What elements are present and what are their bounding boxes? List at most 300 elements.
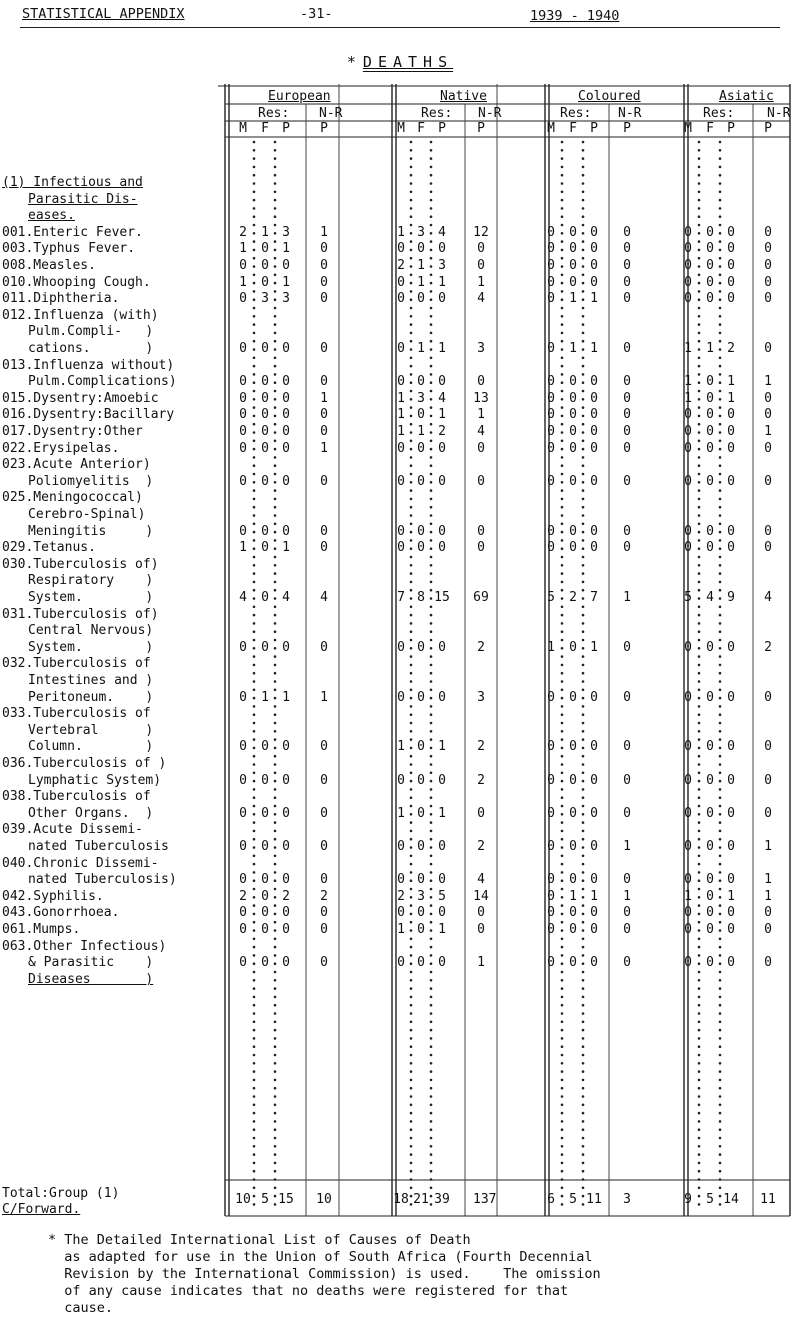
separator-dot (561, 938, 564, 941)
separator-dot (430, 1087, 433, 1090)
subheader-native-nr: N-R (478, 106, 502, 121)
separator-dot (698, 1054, 701, 1057)
cell-value: 0 (590, 922, 598, 937)
separator-dot (274, 547, 277, 550)
cell-value: 0 (764, 341, 772, 356)
separator-dot (430, 523, 433, 526)
separator-dot (410, 315, 413, 318)
group-header-coloured: Coloured (578, 89, 641, 104)
separator-dot (561, 556, 564, 559)
cell-value: 0 (477, 473, 485, 489)
separator-dot (561, 1004, 564, 1007)
separator-dot (253, 290, 256, 293)
cell-value: 1 (438, 341, 446, 356)
separator-dot (561, 1021, 564, 1024)
cell-value: 3 (417, 224, 425, 240)
separator-dot (274, 1054, 277, 1057)
separator-dot (561, 381, 564, 384)
separator-dot (561, 323, 564, 326)
separator-dot (274, 348, 277, 351)
cause-label: Diseases ) (28, 971, 154, 987)
separator-dot (719, 1170, 722, 1173)
separator-dot (253, 481, 256, 484)
separator-dot (561, 390, 564, 393)
separator-dot (561, 166, 564, 169)
separator-dot (561, 713, 564, 716)
cell-value: 0 (547, 805, 555, 821)
separator-dot (561, 1137, 564, 1140)
separator-dot (582, 630, 585, 633)
cell-value: 0 (764, 739, 772, 755)
separator-dot (698, 888, 701, 891)
separator-dot (582, 796, 585, 799)
separator-dot (561, 1128, 564, 1131)
separator-dot (561, 697, 564, 700)
separator-dot (719, 929, 722, 932)
separator-dot (582, 971, 585, 974)
separator-dot (274, 456, 277, 459)
total-value: 39 (434, 1192, 450, 1207)
cell-value: 0 (239, 440, 247, 456)
separator-dot (410, 1087, 413, 1090)
separator-dot (719, 415, 722, 418)
separator-dot (582, 772, 585, 775)
cell-value: 0 (261, 739, 269, 755)
separator-dot (561, 298, 564, 301)
separator-dot (561, 232, 564, 235)
separator-dot (561, 863, 564, 866)
separator-dot (430, 1145, 433, 1148)
cell-value: 0 (417, 839, 425, 854)
separator-dot (561, 1187, 564, 1190)
separator-dot (410, 962, 413, 965)
separator-dot (253, 971, 256, 974)
separator-dot (719, 390, 722, 393)
cell-value: 0 (320, 540, 328, 556)
separator-dot (410, 323, 413, 326)
separator-dot (253, 1062, 256, 1065)
separator-dot (561, 1170, 564, 1173)
total-value: 9 (684, 1192, 692, 1207)
separator-dot (410, 473, 413, 476)
cell-value: 0 (623, 241, 631, 257)
separator-dot (582, 473, 585, 476)
separator-dot (698, 689, 701, 692)
separator-dot (582, 215, 585, 218)
column-header-5: F (417, 121, 425, 136)
separator-dot (582, 481, 585, 484)
separator-dot (430, 996, 433, 999)
cause-label: 013.Influenza without) (2, 357, 175, 373)
separator-dot (698, 962, 701, 965)
separator-dot (410, 655, 413, 658)
separator-dot (561, 705, 564, 708)
separator-dot (719, 423, 722, 426)
separator-dot (698, 489, 701, 492)
separator-dot (430, 672, 433, 675)
footnote (48, 1232, 778, 1317)
separator-dot (430, 1029, 433, 1032)
separator-dot (561, 357, 564, 360)
column-header-9: F (569, 121, 577, 136)
separator-dot (430, 1054, 433, 1057)
separator-dot (698, 1195, 701, 1198)
subheader-asiatic-res: Res: (703, 106, 735, 121)
separator-dot (410, 556, 413, 559)
cell-value: 0 (764, 407, 772, 423)
cell-value: 0 (417, 374, 425, 390)
separator-dot (274, 738, 277, 741)
separator-dot (698, 282, 701, 285)
separator-dot (430, 556, 433, 559)
separator-dot (253, 564, 256, 567)
cell-value: 1 (239, 540, 247, 556)
separator-dot (698, 1145, 701, 1148)
total-value: 3 (623, 1192, 631, 1207)
cell-value: 2 (764, 639, 772, 655)
separator-dot (719, 348, 722, 351)
separator-dot (698, 539, 701, 542)
separator-dot (582, 506, 585, 509)
separator-dot (430, 1095, 433, 1098)
separator-dot (582, 191, 585, 194)
cell-value: 0 (706, 424, 714, 439)
separator-dot (719, 680, 722, 683)
page-header (0, 0, 800, 30)
separator-dot (561, 406, 564, 409)
cell-value: 0 (569, 241, 577, 257)
separator-dot (719, 647, 722, 650)
separator-dot (253, 871, 256, 874)
separator-dot (253, 191, 256, 194)
separator-dot (719, 1145, 722, 1148)
separator-dot (698, 199, 701, 202)
cell-value: 1 (320, 390, 328, 406)
cell-value: 4 (438, 390, 446, 406)
cell-value: 0 (261, 440, 269, 456)
separator-dot (410, 913, 413, 916)
cell-value: 0 (261, 839, 269, 854)
cell-value: 12 (473, 224, 489, 240)
cell-value: 0 (417, 473, 425, 489)
cell-value: 0 (320, 872, 328, 888)
separator-dot (410, 1045, 413, 1048)
separator-dot (253, 224, 256, 227)
cell-value: 0 (727, 258, 735, 273)
cell-value: 1 (764, 888, 772, 904)
cell-value: 0 (438, 772, 446, 788)
separator-dot (561, 888, 564, 891)
cell-value: 0 (623, 473, 631, 489)
cell-value: 0 (282, 258, 290, 273)
cell-value: 0 (727, 540, 735, 556)
separator-dot (561, 456, 564, 459)
cell-value: 0 (477, 258, 485, 273)
separator-dot (582, 157, 585, 160)
cell-value: 3 (477, 341, 485, 356)
separator-dot (430, 406, 433, 409)
separator-dot (410, 888, 413, 891)
column-header-8: M (547, 121, 555, 136)
cell-value: 0 (282, 407, 290, 423)
separator-dot (253, 672, 256, 675)
separator-dot (253, 1137, 256, 1140)
cell-value: 0 (282, 424, 290, 439)
separator-dot (719, 207, 722, 210)
separator-dot (698, 1203, 701, 1206)
separator-dot (582, 381, 585, 384)
cell-value: 0 (282, 922, 290, 937)
separator-dot (582, 614, 585, 617)
separator-dot (410, 589, 413, 592)
separator-dot (410, 597, 413, 600)
separator-dot (698, 821, 701, 824)
cell-value: 0 (397, 374, 405, 390)
separator-dot (253, 298, 256, 301)
separator-dot (274, 1062, 277, 1065)
separator-dot (719, 1021, 722, 1024)
total-value: 5 (706, 1192, 714, 1207)
separator-dot (582, 1104, 585, 1107)
cell-value: 0 (727, 291, 735, 307)
separator-dot (698, 913, 701, 916)
separator-dot (253, 1178, 256, 1181)
separator-dot (253, 531, 256, 534)
cell-value: 0 (261, 639, 269, 655)
separator-dot (430, 456, 433, 459)
separator-dot (719, 564, 722, 567)
separator-dot (561, 1054, 564, 1057)
cell-value: 0 (239, 739, 247, 755)
separator-dot (561, 1087, 564, 1090)
separator-dot (430, 1128, 433, 1131)
separator-dot (274, 506, 277, 509)
separator-dot (274, 1012, 277, 1015)
cell-value: 0 (261, 805, 269, 821)
cell-value: 0 (684, 805, 692, 821)
separator-dot (430, 199, 433, 202)
separator-dot (430, 647, 433, 650)
separator-dot (582, 1120, 585, 1123)
separator-dot (561, 871, 564, 874)
separator-dot (561, 929, 564, 932)
separator-dot (719, 141, 722, 144)
cell-value: 0 (261, 473, 269, 489)
cell-value: 1 (569, 888, 577, 904)
cell-value: 0 (623, 639, 631, 655)
cell-value: 0 (239, 905, 247, 921)
separator-dot (582, 1187, 585, 1190)
cell-value: 1 (764, 374, 772, 390)
separator-dot (430, 830, 433, 833)
cell-value: 0 (261, 905, 269, 921)
separator-dot (719, 282, 722, 285)
separator-dot (253, 1037, 256, 1040)
separator-dot (719, 464, 722, 467)
separator-dot (253, 1128, 256, 1131)
cell-value: 0 (727, 839, 735, 854)
separator-dot (582, 996, 585, 999)
cell-value: 0 (623, 224, 631, 240)
separator-dot (561, 689, 564, 692)
separator-dot (719, 381, 722, 384)
cell-value: 0 (320, 341, 328, 356)
separator-dot (253, 157, 256, 160)
separator-dot (274, 606, 277, 609)
separator-dot (410, 1029, 413, 1032)
separator-dot (410, 921, 413, 924)
separator-dot (274, 879, 277, 882)
separator-dot (410, 1195, 413, 1198)
separator-dot (253, 772, 256, 775)
separator-dot (561, 340, 564, 343)
separator-dot (253, 1012, 256, 1015)
separator-dot (719, 340, 722, 343)
separator-dot (698, 755, 701, 758)
appendix-title: STATISTICAL APPENDIX (22, 6, 185, 22)
cell-value: 0 (438, 639, 446, 655)
separator-dot (274, 813, 277, 816)
separator-dot (253, 556, 256, 559)
separator-dot (430, 788, 433, 791)
separator-dot (274, 954, 277, 957)
separator-dot (410, 240, 413, 243)
separator-dot (719, 614, 722, 617)
cell-value: 0 (397, 905, 405, 921)
separator-dot (430, 1203, 433, 1206)
cell-value: 0 (706, 258, 714, 273)
separator-dot (561, 365, 564, 368)
separator-dot (253, 440, 256, 443)
separator-dot (253, 929, 256, 932)
separator-dot (719, 1195, 722, 1198)
separator-dot (582, 597, 585, 600)
separator-dot (410, 946, 413, 949)
separator-dot (719, 755, 722, 758)
cell-value: 1 (320, 440, 328, 456)
separator-dot (274, 871, 277, 874)
separator-dot (561, 879, 564, 882)
cell-value: 0 (569, 540, 577, 556)
separator-dot (561, 332, 564, 335)
separator-dot (582, 340, 585, 343)
separator-dot (430, 896, 433, 899)
separator-dot (561, 423, 564, 426)
separator-dot (582, 307, 585, 310)
separator-dot (253, 506, 256, 509)
separator-dot (253, 1195, 256, 1198)
separator-dot (719, 1070, 722, 1073)
separator-dot (430, 332, 433, 335)
separator-dot (582, 913, 585, 916)
separator-dot (719, 705, 722, 708)
separator-dot (253, 257, 256, 260)
separator-dot (698, 257, 701, 260)
separator-dot (253, 390, 256, 393)
cell-value: 2 (727, 341, 735, 356)
separator-dot (430, 1120, 433, 1123)
cell-value: 0 (590, 739, 598, 755)
separator-dot (698, 606, 701, 609)
separator-dot (274, 1095, 277, 1098)
separator-dot (253, 747, 256, 750)
separator-dot (582, 821, 585, 824)
separator-dot (274, 763, 277, 766)
cell-value: 0 (547, 390, 555, 406)
separator-dot (719, 298, 722, 301)
separator-dot (582, 390, 585, 393)
footnote-marker: * (346, 53, 357, 71)
separator-dot (698, 838, 701, 841)
cell-value: 0 (684, 241, 692, 257)
cell-value: 1 (477, 407, 485, 423)
separator-dot (719, 589, 722, 592)
separator-dot (561, 464, 564, 467)
separator-dot (253, 249, 256, 252)
separator-dot (253, 348, 256, 351)
cause-label: nated Tuberculosis (28, 839, 169, 854)
separator-dot (410, 464, 413, 467)
separator-dot (719, 224, 722, 227)
cell-value: 0 (590, 872, 598, 888)
cell-value: 1 (684, 888, 692, 904)
separator-dot (253, 398, 256, 401)
separator-dot (582, 498, 585, 501)
carried-forward-label: C/Forward. (2, 1202, 81, 1217)
cell-value: 1 (590, 888, 598, 904)
separator-dot (274, 274, 277, 277)
cell-value: 0 (590, 905, 598, 921)
cell-value: 69 (473, 590, 489, 605)
separator-dot (582, 1054, 585, 1057)
cell-value: 1 (397, 805, 405, 821)
separator-dot (561, 722, 564, 725)
separator-dot (698, 415, 701, 418)
separator-dot (410, 456, 413, 459)
cell-value: 0 (764, 258, 772, 273)
group-header-european: European (268, 89, 331, 104)
separator-dot (430, 1012, 433, 1015)
separator-dot (274, 1128, 277, 1131)
separator-dot (561, 1120, 564, 1123)
column-header-7: P (477, 121, 485, 136)
separator-dot (410, 1128, 413, 1131)
separator-dot (561, 290, 564, 293)
separator-dot (719, 581, 722, 584)
cell-value: 0 (569, 424, 577, 439)
cell-value: 0 (261, 888, 269, 904)
cell-value: 2 (438, 424, 446, 439)
separator-dot (719, 249, 722, 252)
cell-value: 5 (438, 888, 446, 904)
separator-dot (561, 1045, 564, 1048)
cell-value: 0 (569, 473, 577, 489)
separator-dot (719, 1137, 722, 1140)
separator-dot (561, 240, 564, 243)
separator-dot (410, 664, 413, 667)
separator-dot (253, 846, 256, 849)
cell-value: 1 (397, 407, 405, 423)
cause-label: Other Organs. ) (28, 805, 154, 821)
separator-dot (582, 489, 585, 492)
separator-dot (582, 1037, 585, 1040)
separator-dot (698, 249, 701, 252)
separator-dot (430, 763, 433, 766)
separator-dot (253, 614, 256, 617)
separator-dot (698, 157, 701, 160)
cell-value: 0 (590, 805, 598, 821)
separator-dot (698, 630, 701, 633)
